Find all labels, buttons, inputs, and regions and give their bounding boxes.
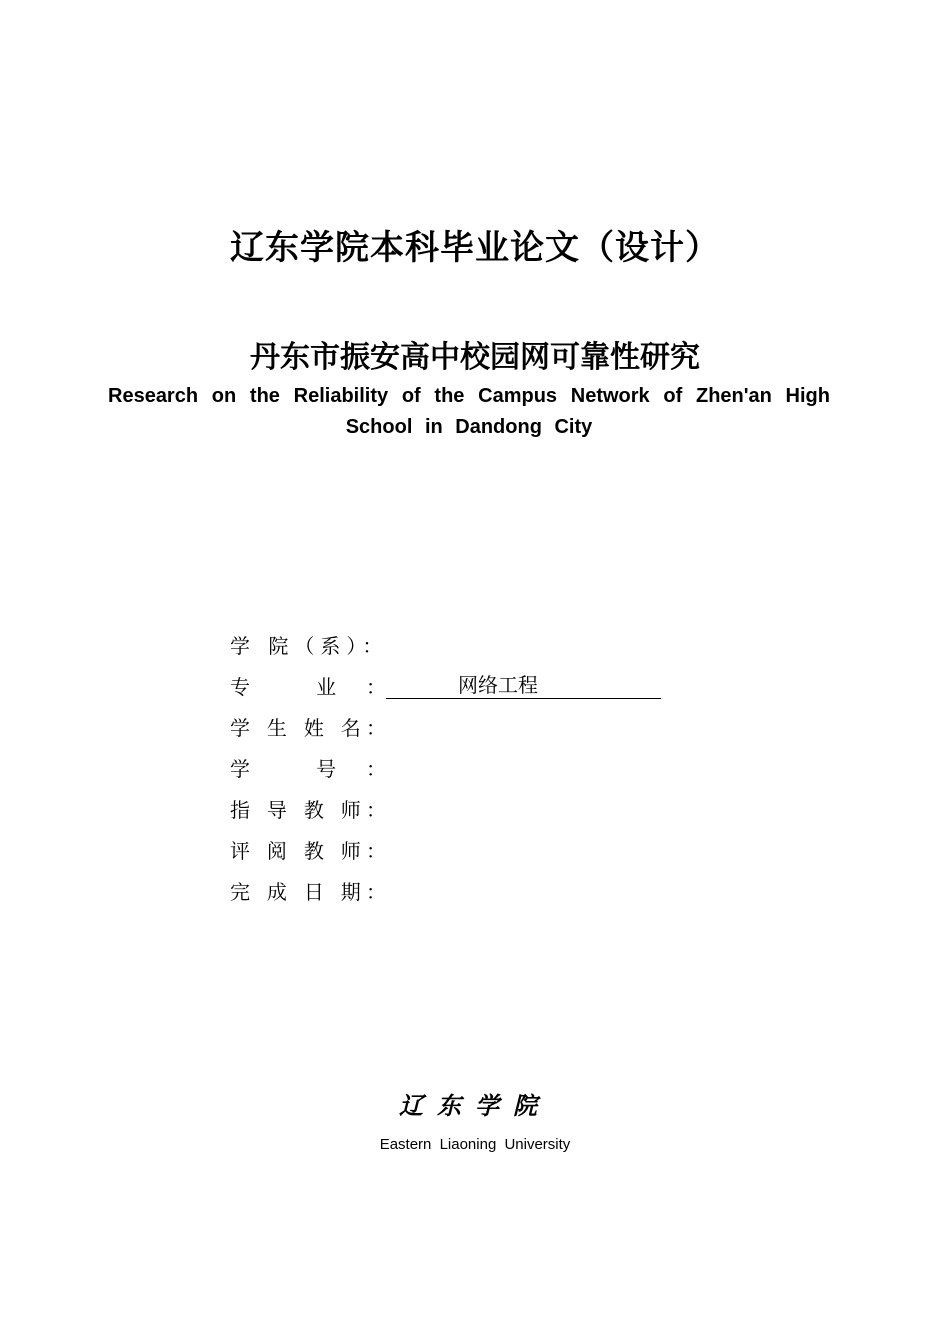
info-row-advisor (230, 788, 690, 829)
student-info-block (230, 624, 690, 911)
info-row-student-id (230, 747, 690, 788)
reviewer-label: 评 阅 教 师： (230, 839, 386, 863)
document-title: 辽东学院本科毕业论文（设计） (230, 228, 720, 268)
school-name-chinese: 辽东学院 (399, 1091, 551, 1120)
info-row-major (230, 665, 690, 706)
info-row-student-name (230, 706, 690, 747)
college-label: 学 院（系）： (230, 634, 389, 658)
student-name-label: 学 生 姓 名： (230, 716, 386, 740)
info-row-completion-date (230, 870, 690, 911)
school-name-english: Eastern Liaoning University (379, 1136, 571, 1153)
thesis-title-english: Research on the Reliability of the Campus Network of Zhen'an High School in Dandong City (108, 385, 830, 438)
major-label: 专 业： (230, 675, 386, 699)
info-row-college (230, 624, 690, 665)
completion-date-label: 完 成 日 期： (230, 880, 386, 904)
thesis-title-chinese: 丹东市振安高中校园网可靠性研究 (250, 340, 700, 375)
student-id-label: 学 号： (230, 757, 386, 781)
advisor-label: 指 导 教 师： (230, 798, 386, 822)
info-row-reviewer (230, 829, 690, 870)
major-value: 网络工程 (386, 672, 661, 699)
